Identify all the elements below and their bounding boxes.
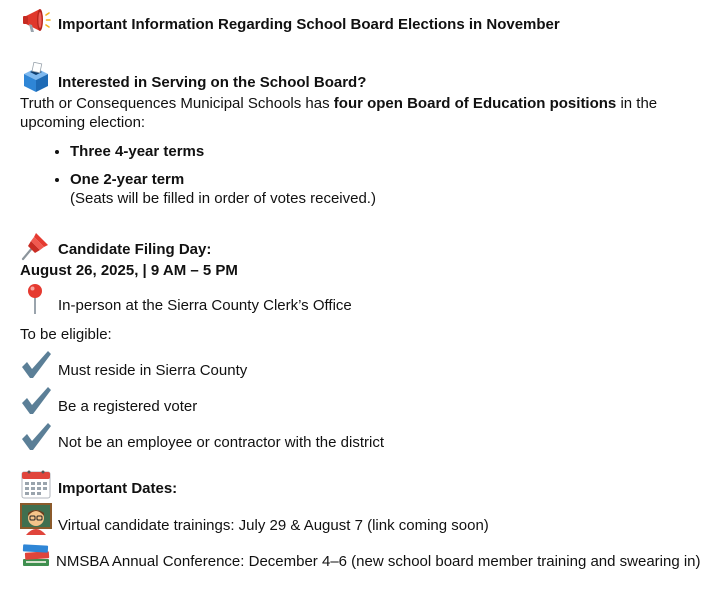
megaphone-icon [20, 4, 52, 36]
term-note: (Seats will be filled in order of votes received.) [70, 190, 376, 207]
round-pin-icon [20, 283, 52, 315]
date-item [20, 537, 715, 571]
eligibility-text: Not be an employee or contractor with the district [58, 434, 384, 451]
eligibility-item [20, 348, 715, 380]
filing-location-line [20, 283, 715, 315]
check-icon [20, 384, 52, 416]
document [20, 4, 715, 571]
term-label: Three 4-year terms [70, 143, 205, 160]
dates-heading-line [20, 468, 715, 500]
eligibility-text: Must reside in Sierra County [58, 362, 248, 379]
pushpin-icon [20, 229, 52, 261]
books-icon [20, 537, 52, 569]
ballot-box-icon [20, 62, 52, 94]
teacher-icon [20, 503, 52, 535]
list-item [70, 142, 715, 161]
terms-list [20, 142, 715, 208]
filing-date: August 26, 2025, | 9 AM – 5 PM [20, 262, 238, 279]
eligibility-label: To be eligible: [20, 326, 112, 343]
announcement-title: Important Information Regarding School Board Elections in November [58, 16, 560, 33]
check-icon [20, 348, 52, 380]
open-positions-highlight: four open Board of Education positions [333, 95, 617, 112]
board-heading: Interested in Serving on the School Board? [58, 74, 367, 91]
check-icon [20, 420, 52, 452]
announcement-line [20, 4, 715, 36]
eligibility-item [20, 420, 715, 452]
dates-heading: Important Dates: [58, 480, 178, 497]
list-item [70, 170, 715, 208]
filing-location: In-person at the Sierra County Clerk’s Office [58, 297, 352, 314]
filing-heading-line [20, 229, 715, 261]
date-item [20, 503, 715, 535]
date-text: Virtual candidate trainings: July 29 & August 7 (link coming soon) [58, 517, 489, 534]
board-heading-line [20, 62, 715, 94]
board-intro: Truth or Consequences Municipal Schools has four open Board of Education positions in the upcoming election: [20, 95, 658, 131]
date-text: NMSBA Annual Conference: December 4–6 (new school board member training and swearing in) [56, 553, 701, 570]
filing-heading: Candidate Filing Day: [58, 241, 212, 258]
calendar-icon [20, 468, 52, 500]
eligibility-item [20, 384, 715, 416]
eligibility-text: Be a registered voter [58, 398, 198, 415]
term-label: One 2-year term [70, 171, 185, 188]
